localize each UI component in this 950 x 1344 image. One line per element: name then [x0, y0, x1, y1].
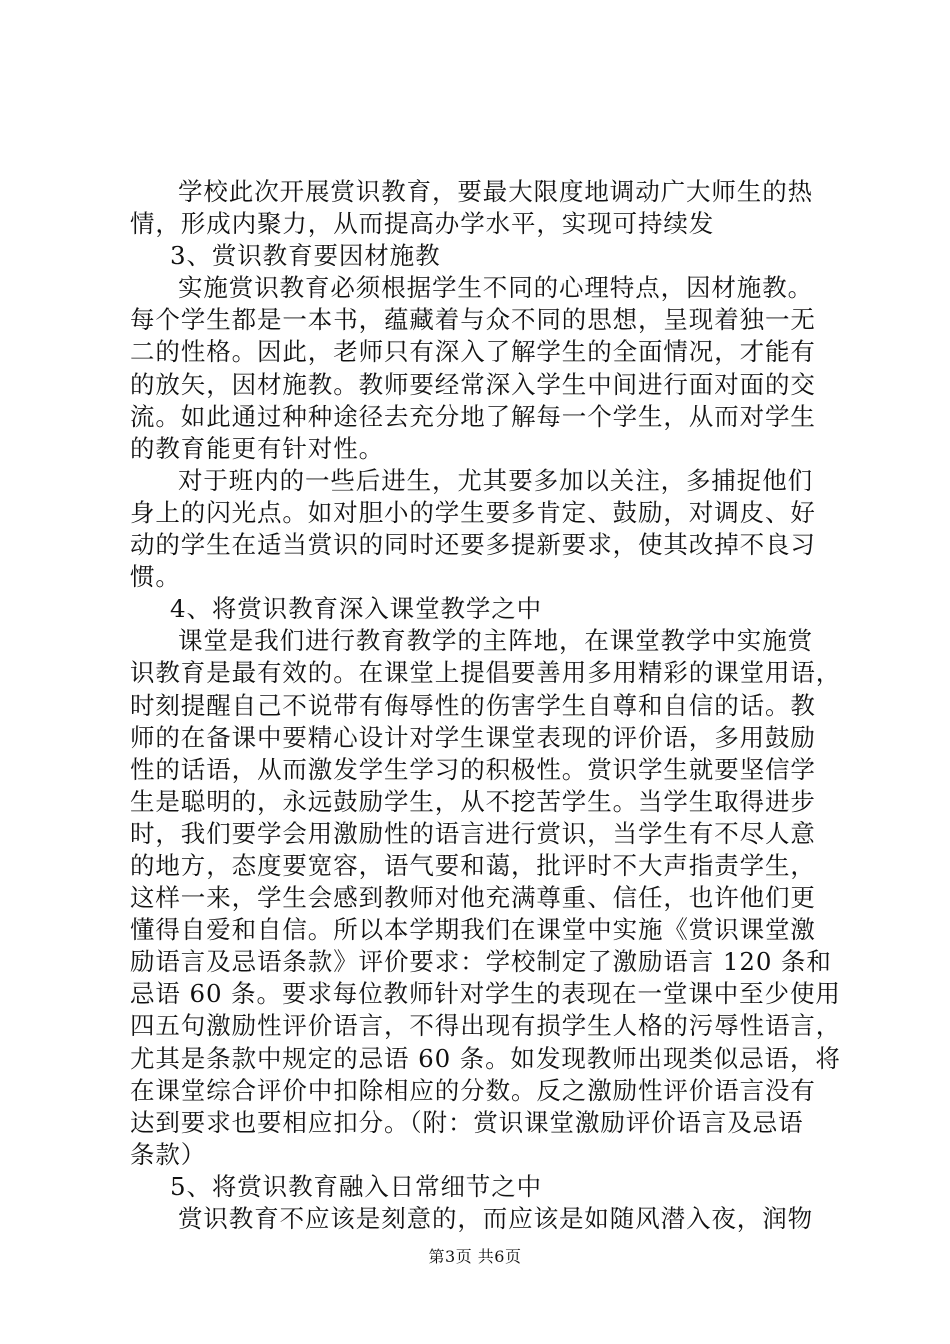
text-line: 时，我们要学会用激励性的语言进行赏识，当学生有不尽人意: [130, 818, 816, 848]
text-line: 实施赏识教育必须根据学生不同的心理特点，因材施教。: [178, 273, 813, 303]
text-line: 的地方，态度要宽容，语气要和蔼，批评时不大声指责学生，: [130, 850, 816, 880]
text-line: 这样一来，学生会感到教师对他充满尊重、信任，也许他们更: [130, 883, 816, 913]
text-line: 识教育是最有效的。在课堂上提倡要善用多用精彩的课堂用语，: [130, 658, 842, 688]
text-line: 课堂是我们进行教育教学的主阵地，在课堂教学中实施赏: [178, 626, 813, 656]
text-line: 学校此次开展赏识教育，要最大限度地调动广大师生的热: [178, 177, 813, 206]
text-line: 惯。: [130, 562, 181, 592]
text-line: 忌语 60 条。要求每位教师针对学生的表现在一堂课中至少使用: [130, 979, 841, 1009]
text-line: 四五句激励性评价语言，不得出现有损学生人格的污辱性语言，: [130, 1011, 842, 1041]
text-line: 身上的闪光点。如对胆小的学生要多肯定、鼓励，对调皮、好: [130, 497, 816, 527]
text-line: 的放矢，因材施教。教师要经常深入学生中间进行面对面的交: [130, 369, 816, 399]
text-line: 时刻提醒自己不说带有侮辱性的伤害学生自尊和自信的话。教: [130, 690, 816, 720]
text-line: 达到要求也要相应扣分。（附：赏识课堂激励评价语言及忌语: [130, 1107, 804, 1137]
text-line: 二的性格。因此，老师只有深入了解学生的全面情况，才能有: [130, 337, 816, 367]
text-line: 性的话语，从而激发学生学习的积极性。赏识学生就要坚信学: [130, 754, 816, 784]
section-heading: 5、将赏识教育融入日常细节之中: [170, 1171, 543, 1201]
text-line: 条款）: [130, 1139, 207, 1169]
text-line: 在课堂综合评价中扣除相应的分数。反之激励性评价语言没有: [130, 1075, 816, 1105]
text-line: 师的在备课中要精心设计对学生课堂表现的评价语，多用鼓励: [130, 722, 816, 752]
text-line: 赏识教育不应该是刻意的，而应该是如随风潜入夜，润物: [178, 1204, 813, 1233]
text-line: 对于班内的一些后进生，尤其要多加以关注，多捕捉他们: [178, 465, 813, 495]
text-line: 动的学生在适当赏识的同时还要多提新要求，使其改掉不良习: [130, 530, 816, 560]
section-heading: 3、赏识教育要因材施教: [170, 241, 441, 271]
document-body: [130, 176, 842, 1235]
text-line: 懂得自爱和自信。所以本学期我们在课堂中实施《赏识课堂激: [130, 915, 816, 945]
text-line: 尤其是条款中规定的忌语 60 条。如发现教师出现类似忌语，将: [130, 1043, 841, 1073]
text-line: 每个学生都是一本书，蕴藏着与众不同的思想，呈现着独一无: [130, 305, 816, 335]
text-line: 流。如此通过种种途径去充分地了解每一个学生，从而对学生: [130, 401, 816, 431]
text-line: 的教育能更有针对性。: [130, 433, 384, 463]
page-footer: 第3页 共6页: [428, 1247, 522, 1266]
section-heading: 4、将赏识教育深入课堂教学之中: [170, 594, 543, 624]
text-line: 情，形成内聚力，从而提高办学水平，实现可持续发: [130, 209, 715, 239]
text-line: 励语言及忌语条款》评价要求：学校制定了激励语言 120 条和: [130, 947, 832, 977]
text-line: 生是聪明的，永远鼓励学生，从不挖苦学生。当学生取得进步: [130, 786, 816, 816]
